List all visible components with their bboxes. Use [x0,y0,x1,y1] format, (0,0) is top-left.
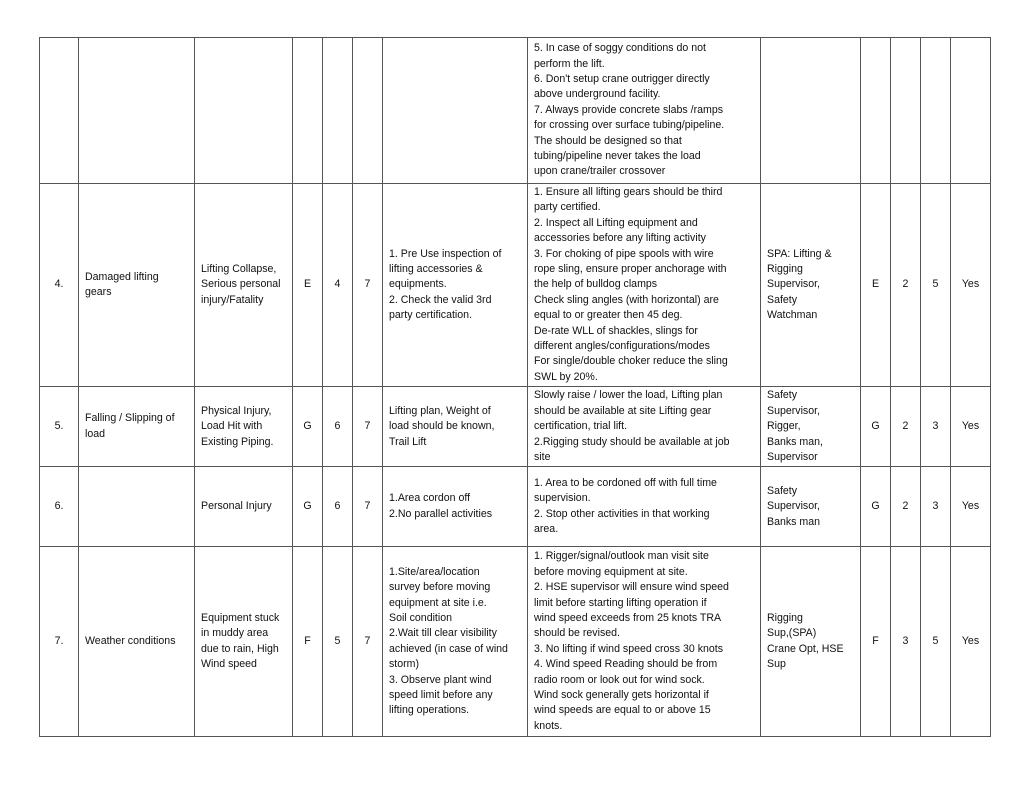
additional-controls-cell-line: 1. Rigger/signal/outlook man visit site [534,550,709,563]
residual-likelihood-cell: G [861,387,891,467]
hazard-cell [79,38,195,184]
additional-controls-cell-line: SWL by 20%. [534,370,598,383]
responsibility-cell-line: Supervisor, [767,404,820,417]
additional-controls-cell-line: 7. Always provide concrete slabs /ramps [534,103,724,116]
residual-risk-cell: 3 [921,467,951,547]
responsibility-cell-line: Supervisor [767,450,818,463]
responsibility-cell-line: Sup [767,658,786,671]
additional-controls-cell-line: for crossing over surface tubing/pipeline. [534,119,725,132]
existing-controls-cell-line: Trail Lift [389,435,427,448]
existing-controls-cell-line: load should be known, [389,420,495,433]
table-row [40,38,991,184]
hazard-cell: Weather conditions [79,547,195,737]
existing-controls-cell-line: equipments. [389,278,447,291]
serial-number-cell: 7. [40,547,79,737]
existing-controls-cell [383,467,528,547]
additional-controls-cell-line: 4. Wind speed Reading should be from [534,658,718,671]
table-row [40,467,991,547]
residual-likelihood-cell [861,38,891,184]
likelihood-cell: G [293,467,323,547]
responsibility-cell-line: Supervisor, [767,278,820,291]
existing-controls-cell-line: equipment at site i.e. [389,596,487,609]
existing-controls-cell-line: survey before moving [389,581,491,594]
additional-controls-cell-line: Wind sock generally gets horizontal if [534,689,709,702]
additional-controls-cell-line: different angles/configurations/modes [534,340,710,353]
additional-controls-cell-line: tubing/pipeline never takes the load [534,150,701,163]
severity-cell: 5 [323,547,353,737]
additional-controls-cell-line: 2. Inspect all Lifting equipment and [534,216,698,229]
additional-controls-cell-line: before moving equipment at site. [534,565,688,578]
likelihood-cell: E [293,184,323,387]
responsibility-cell-line: Sup,(SPA) [767,627,817,640]
additional-controls-cell-line: site [534,450,551,463]
responsibility-cell-line: SPA: Lifting & [767,247,832,260]
additional-controls-cell-line: should be available at site Lifting gear [534,404,712,417]
residual-likelihood-cell: E [861,184,891,387]
additional-controls-cell-line: De-rate WLL of shackles, slings for [534,324,698,337]
additional-controls-cell-line: above underground facility. [534,88,661,101]
additional-controls-cell-line: certification, trial lift. [534,420,628,433]
alarp-cell: Yes [951,547,991,737]
consequence-cell: Physical Injury, Load Hit with Existing Piping. [195,387,293,467]
severity-cell: 4 [323,184,353,387]
existing-controls-cell [383,38,528,184]
existing-controls-cell-line: 2.No parallel activities [389,507,493,520]
responsibility-cell-line: Safety [767,293,798,306]
additional-controls-cell-line: Check sling angles (with horizontal) are [534,293,719,306]
responsibility-cell-line: Rigging [767,263,803,276]
residual-severity-cell: 2 [891,184,921,387]
table-body [40,38,991,737]
existing-controls-cell-line: party certification. [389,309,473,322]
risk-rating-cell: 7 [353,547,383,737]
additional-controls-cell [528,547,761,737]
additional-controls-cell-line: radio room or look out for wind sock. [534,673,705,686]
responsibility-cell [761,184,861,387]
additional-controls-cell-line: 1. Area to be cordoned off with full time [534,477,717,489]
hazard-cell: Damaged lifting gears [79,184,195,387]
consequence-cell: Equipment stuck in muddy area due to rain, High Wind speed [195,547,293,737]
responsibility-cell-line: Rigging [767,612,803,624]
responsibility-cell [761,387,861,467]
responsibility-cell-line: Watchman [767,309,818,322]
residual-likelihood-cell: G [861,467,891,547]
residual-severity-cell: 2 [891,387,921,467]
consequence-cell: Lifting Collapse, Serious personal injury/Fatality [195,184,293,387]
residual-severity-cell [891,38,921,184]
responsibility-cell-line: Banks man [767,515,820,528]
responsibility-cell [761,547,861,737]
existing-controls-cell-line: achieved (in case of wind [389,642,508,655]
additional-controls-cell-line: wind speeds are equal to or above 15 [534,704,711,717]
existing-controls-cell-line: 3. Observe plant wind [389,673,492,686]
responsibility-cell-line: Safety [767,389,798,402]
responsibility-cell-line: Rigger, [767,420,801,433]
responsibility-cell-line: Banks man, [767,435,823,448]
existing-controls-cell-line: 1.Site/area/location [389,565,480,578]
existing-controls-cell-line: 2. Check the valid 3rd [389,293,492,306]
consequence-cell: Personal Injury [195,467,293,547]
existing-controls-cell-line: speed limit before any [389,689,493,702]
risk-assessment-table [39,37,991,737]
additional-controls-cell-line: 3. No lifting if wind speed cross 30 knots [534,642,724,655]
additional-controls-cell [528,387,761,467]
likelihood-cell [293,38,323,184]
responsibility-cell [761,38,861,184]
table-row [40,387,991,467]
additional-controls-cell-line: supervision. [534,492,591,505]
additional-controls-cell-line: knots. [534,719,563,732]
severity-cell [323,38,353,184]
additional-controls-cell-line: upon crane/trailer crossover [534,165,666,178]
existing-controls-cell [383,547,528,737]
table-row [40,547,991,737]
severity-cell: 6 [323,467,353,547]
additional-controls-cell-line: 1. Ensure all lifting gears should be third [534,186,723,198]
severity-cell: 6 [323,387,353,467]
residual-risk-cell: 5 [921,184,951,387]
alarp-cell: Yes [951,387,991,467]
additional-controls-cell-line: rope sling, ensure proper anchorage with [534,263,727,276]
table-row [40,184,991,387]
serial-number-cell: 6. [40,467,79,547]
residual-risk-cell: 3 [921,387,951,467]
existing-controls-cell-line: lifting operations. [389,704,470,717]
residual-risk-cell: 5 [921,547,951,737]
existing-controls-cell-line: 2.Wait till clear visibility [389,627,497,640]
risk-rating-cell: 7 [353,184,383,387]
likelihood-cell: F [293,547,323,737]
existing-controls-cell [383,184,528,387]
additional-controls-cell-line: The should be designed so that [534,134,682,147]
existing-controls-cell-line: lifting accessories & [389,263,483,276]
responsibility-cell-line: Safety [767,484,798,497]
residual-severity-cell: 3 [891,547,921,737]
consequence-cell [195,38,293,184]
existing-controls-cell-line: 1. Pre Use inspection of [389,247,502,260]
responsibility-cell-line: Crane Opt, HSE [767,642,844,655]
additional-controls-cell-line: party certified. [534,201,601,214]
additional-controls-cell-line: accessories before any lifting activity [534,232,706,245]
serial-number-cell: 4. [40,184,79,387]
existing-controls-cell-line: Lifting plan, Weight of [389,404,491,417]
risk-rating-cell [353,38,383,184]
residual-likelihood-cell: F [861,547,891,737]
additional-controls-cell-line: 6. Don't setup crane outrigger directly [534,72,710,85]
alarp-cell [951,38,991,184]
additional-controls-cell-line: For single/double choker reduce the sling [534,355,728,368]
additional-controls-cell-line: equal to or greater then 45 deg. [534,309,683,322]
risk-rating-cell: 7 [353,467,383,547]
additional-controls-cell [528,467,761,547]
alarp-cell: Yes [951,184,991,387]
residual-severity-cell: 2 [891,467,921,547]
additional-controls-cell-line: should be revised. [534,627,620,640]
additional-controls-cell-line: the help of bulldog clamps [534,278,658,291]
additional-controls-cell-line: 2.Rigging study should be available at job [534,435,730,448]
responsibility-cell-line: Supervisor, [767,500,820,513]
additional-controls-cell-line: limit before starting lifting operation if [534,596,707,609]
risk-rating-cell: 7 [353,387,383,467]
additional-controls-cell-line: 2. HSE supervisor will ensure wind speed [534,581,729,594]
alarp-cell: Yes [951,467,991,547]
existing-controls-cell-line: storm) [389,658,420,671]
existing-controls-cell-line: 1.Area cordon off [389,492,471,505]
hazard-cell: Falling / Slipping of load [79,387,195,467]
additional-controls-cell-line: area. [534,523,559,536]
serial-number-cell [40,38,79,184]
residual-risk-cell [921,38,951,184]
additional-controls-cell-line: 3. For choking of pipe spools with wire [534,247,714,260]
hazard-cell [79,467,195,547]
additional-controls-cell [528,38,761,184]
additional-controls-cell-line: Slowly raise / lower the load, Lifting plan [534,389,723,402]
responsibility-cell [761,467,861,547]
existing-controls-cell-line: Soil condition [389,612,453,624]
additional-controls-cell-line: wind speed exceeds from 25 knots TRA [534,612,722,624]
additional-controls-cell-line: 2. Stop other activities in that working [534,507,710,520]
existing-controls-cell [383,387,528,467]
likelihood-cell: G [293,387,323,467]
additional-controls-cell-line: perform the lift. [534,57,605,70]
additional-controls-cell-line: 5. In case of soggy conditions do not [534,42,706,55]
serial-number-cell: 5. [40,387,79,467]
additional-controls-cell [528,184,761,387]
